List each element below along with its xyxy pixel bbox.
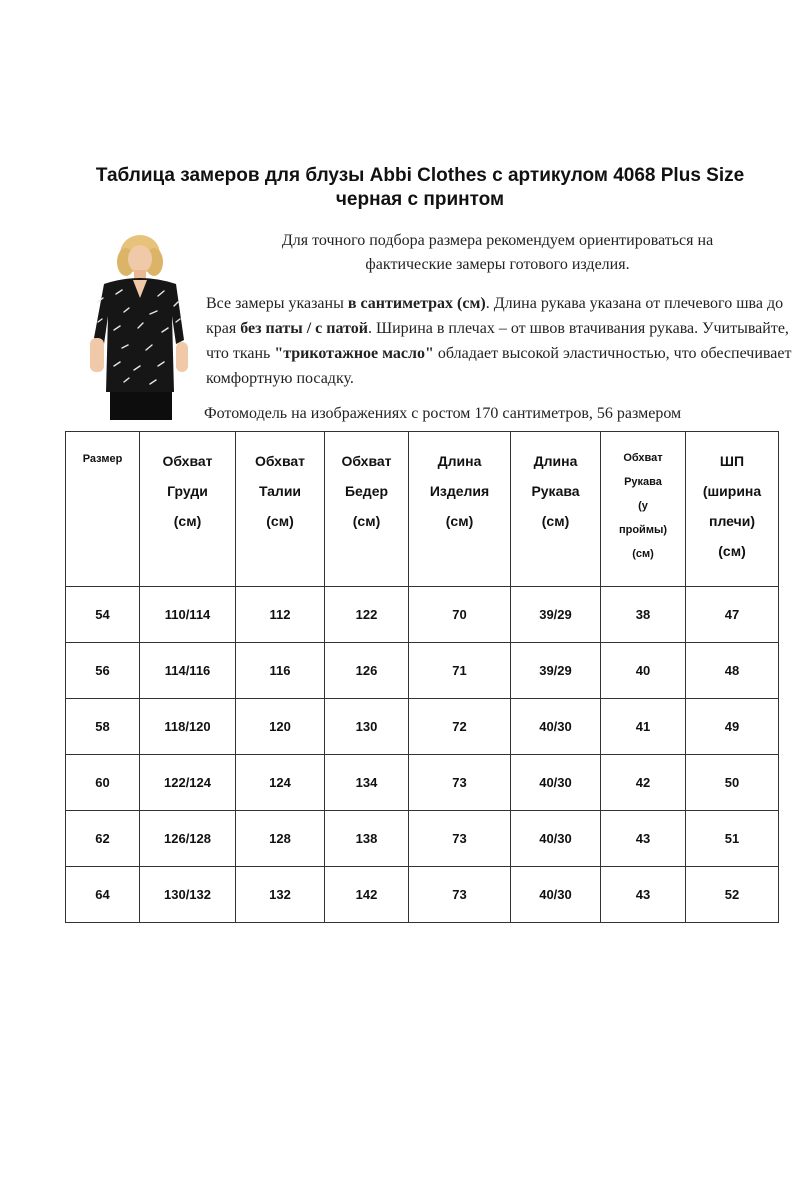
cell-sleeve-length: 40/30: [511, 867, 601, 923]
cell-sleeve-length: 40/30: [511, 811, 601, 867]
notes-bold-units: в сантиметрах (см): [347, 295, 486, 312]
model-note: Фотомодель на изображениях с ростом 170 сантиметров, 56 размером: [204, 405, 682, 422]
intro-text: [230, 229, 765, 277]
cell-length: 73: [409, 811, 511, 867]
header-waist: Обхват Талии (см): [236, 432, 325, 587]
cell-chest: 130/132: [140, 867, 236, 923]
title-line-1: Таблица замеров для блузы Abbi Clothes с артикулом 4068 Plus Size: [95, 165, 745, 186]
cell-length: 73: [409, 755, 511, 811]
cell-waist: 128: [236, 811, 325, 867]
intro-line-1: Для точного подбора размера рекомендуем ориентироваться на: [281, 232, 714, 249]
cell-size: 54: [66, 587, 140, 643]
cell-shoulder-width: 52: [686, 867, 779, 923]
cell-shoulder-width: 49: [686, 699, 779, 755]
header-sleeve-length: Длина Рукава (см): [511, 432, 601, 587]
cell-sleeve-length: 40/30: [511, 755, 601, 811]
header-chest: Обхват Груди (см): [140, 432, 236, 587]
cell-waist: 112: [236, 587, 325, 643]
cell-shoulder-width: 50: [686, 755, 779, 811]
cell-waist: 124: [236, 755, 325, 811]
cell-shoulder-width: 48: [686, 643, 779, 699]
table-row: [66, 755, 779, 811]
header-sleeve-girth: Обхват Рукава (у проймы) (см): [601, 432, 686, 587]
cell-sleeve-girth: 38: [601, 587, 686, 643]
cell-size: 58: [66, 699, 140, 755]
cell-chest: 126/128: [140, 811, 236, 867]
model-figure-image: [84, 232, 192, 420]
cell-hips: 122: [325, 587, 409, 643]
cell-chest: 122/124: [140, 755, 236, 811]
cell-sleeve-length: 39/29: [511, 587, 601, 643]
page-title: [40, 164, 800, 212]
cell-hips: 126: [325, 643, 409, 699]
notes-text: . Ширина в плечах – от швов втачивания рукава. Учитывайте, что ткань: [206, 320, 789, 362]
notes-text: Все замеры указаны: [206, 295, 348, 312]
cell-sleeve-girth: 43: [601, 811, 686, 867]
cell-sleeve-length: 40/30: [511, 699, 601, 755]
table-row: [66, 699, 779, 755]
cell-chest: 114/116: [140, 643, 236, 699]
cell-sleeve-length: 39/29: [511, 643, 601, 699]
measurement-notes: [206, 291, 796, 391]
cell-chest: 110/114: [140, 587, 236, 643]
cell-size: 60: [66, 755, 140, 811]
header-length: Длина Изделия (см): [409, 432, 511, 587]
cell-sleeve-girth: 40: [601, 643, 686, 699]
table-row: [66, 587, 779, 643]
header-shoulder-width: ШП (ширина плечи) (см): [686, 432, 779, 587]
cell-sleeve-girth: 42: [601, 755, 686, 811]
table-row: [66, 811, 779, 867]
cell-length: 73: [409, 867, 511, 923]
cell-waist: 132: [236, 867, 325, 923]
cell-size: 56: [66, 643, 140, 699]
notes-bold-cuff: без паты / с патой: [240, 320, 368, 337]
model-photo: [84, 232, 192, 420]
cell-size: 62: [66, 811, 140, 867]
title-line-2: черная с принтом: [335, 189, 505, 210]
cell-sleeve-girth: 41: [601, 699, 686, 755]
intro-line-2: фактические замеры готового изделия.: [365, 256, 630, 273]
cell-length: 72: [409, 699, 511, 755]
notes-bold-fabric: "трикотажное масло": [274, 345, 434, 362]
table-header-row: [66, 432, 779, 587]
cell-shoulder-width: 51: [686, 811, 779, 867]
notes-text: . Длина рукава указана от плечевого шва до края: [206, 295, 784, 337]
table-row: [66, 643, 779, 699]
cell-length: 70: [409, 587, 511, 643]
header-size: Размер: [66, 432, 140, 587]
cell-hips: 134: [325, 755, 409, 811]
cell-shoulder-width: 47: [686, 587, 779, 643]
cell-size: 64: [66, 867, 140, 923]
cell-waist: 120: [236, 699, 325, 755]
table-row: [66, 867, 779, 923]
size-table: [65, 431, 779, 923]
cell-hips: 142: [325, 867, 409, 923]
cell-hips: 138: [325, 811, 409, 867]
notes-text: обладает высокой эластичностью, что обеспечивает комфортную посадку.: [206, 345, 792, 387]
cell-sleeve-girth: 43: [601, 867, 686, 923]
header-hips: Обхват Бедер (см): [325, 432, 409, 587]
cell-waist: 116: [236, 643, 325, 699]
cell-chest: 118/120: [140, 699, 236, 755]
cell-hips: 130: [325, 699, 409, 755]
cell-length: 71: [409, 643, 511, 699]
